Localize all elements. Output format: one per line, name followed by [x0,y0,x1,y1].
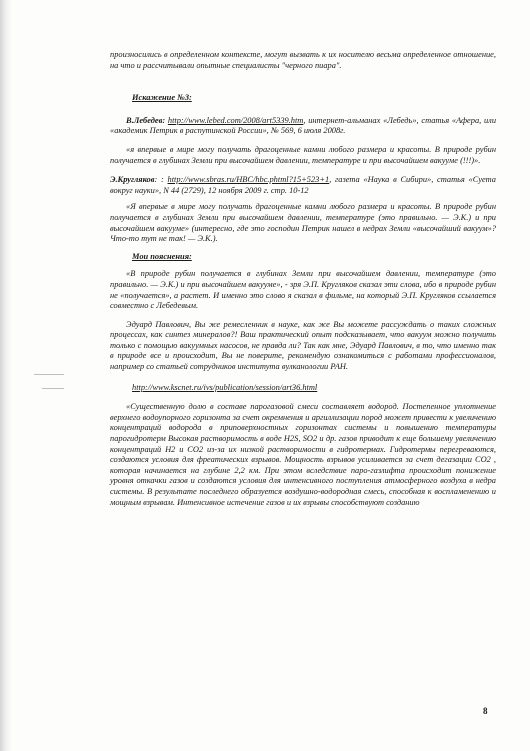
link-kscnet[interactable]: http://www.kscnet.ru/ivs/publication/session/art36.html [132,382,318,392]
paragraph-volcanology-quote: «Существенную долю в составе парогазовой смеси составляет водород. Постепенное уплотнение верхнего водоупорного горизонта за счет окремнения и аргиллизации пород может привести к увеличению концентраций водорода в приповерхностных горизонтах системы и повышению температуры парогидротерм Высокая растворимость в воде H2S, SO2 и др. газов приводит к еще большему увеличению концентраций H2 и CO2 из-за их низкой растворимости в гидротермах. Гидротермы перегреваются, создаются условия для фреатических взрывов. Мощность взрывов усиливается за счет дегазации CO2 , которая начинается на глубине 2,2 км. При этом вследствие паро-газлифта происходит понижение уровня откачки газов и создаются условия для интенсивного поступления атмосферного воздуха в недра системы. В результате последнего образуется воздушно-водородная смесь, способная к воспламенению и мощным взрывам. Интенсивное истечение газов и их взрывы способствуют созданию [110,402,496,507]
paragraph-ruby-growth: «В природе рубин получается в глубинах Земли при высочайшем давлении, температуре (это правильно. — Э.К.) и при высочайшем вакууме», - зря Э.П. Кругляков сказал эти слова, ибо в природе рубин не «получается», а растет. И именно это слово я сказал в фильме, на который Э.П. Кругляков ссылается совместно с Лебедевым. [110,269,496,311]
scan-smudge [42,388,64,389]
page-number: 8 [483,706,488,716]
document-body [110,50,496,508]
source-author: В.Лебедев: [126,115,166,125]
link-kscnet-row [132,383,496,394]
scan-smudge [34,374,64,375]
heading-distortion-3: Искажение №3: [132,93,192,103]
quote-lebedev: «я впервые в мире могу получать драгоценные камни любого размера и красоты. В природе рубин получается в глубинах Земли при высочайшем давлении, температуре и при высочайшем вакууме (!!!)». [110,144,496,165]
source-author: Э.Кругляков [110,175,155,185]
paragraph-eduard: Эдуард Павлович, Вы же ремесленник в науке, как же Вы можете рассуждать о таких сложных процессах, как синтез минералов?! Ваш практический опыт подсказывает, что вакуум можно получить только с помощью вакуумных насосов, не правда ли? Так как мне, Эдуард Павлович, в то, что именно так в природе все и происходит, Вы не поверите, рекомендую ознакомиться с работами профессионалов, например со статьей сотрудников института вулканологии РАН. [110,319,496,372]
paragraph-intro: произносились в определенном контексте, могут вызвать к их носителю весьма определенное отношение, на что и рассчитывали опытные специалисты "черного пиара". [110,50,496,70]
scan-edge-shadow [0,0,12,751]
source-lebedev [110,116,496,137]
source-link-sbras[interactable]: http://www.sbras.ru/HBC/hbc.phtml?15+523+1 [167,175,330,185]
source-prefix: : : [154,175,164,185]
source-kruglyakov [110,175,496,196]
source-link-lebed[interactable]: http://www.lebed.com/2008/art5339.htm [167,115,304,125]
heading-my-notes: Мои пояснения: [132,251,192,261]
source-description: , газета «Наука в Сибири», статья «Суета вокруг науки», N 44 (2729), 12 ноября 2009 г. стр. 10-12 [110,175,496,195]
quote-kruglyakov: «Я впервые в мире могу получать драгоценные камни любого размера и красоты. В природе рубин получается в глубинах Земли при высочайшем давлении, температуре (это правильно. — Э.К.) и при высочайшем вакууме» (интересно, где это господин Петрик нашел в недрах Земли «высочайший вакуум»? Что-то тут не так! — Э.К.). [110,202,496,244]
source-description: , интернет-альманах «Лебедь», статья «Афера, или «академик Петрик в распутинской России», № 569, 6 июля 2008г. [110,115,497,136]
